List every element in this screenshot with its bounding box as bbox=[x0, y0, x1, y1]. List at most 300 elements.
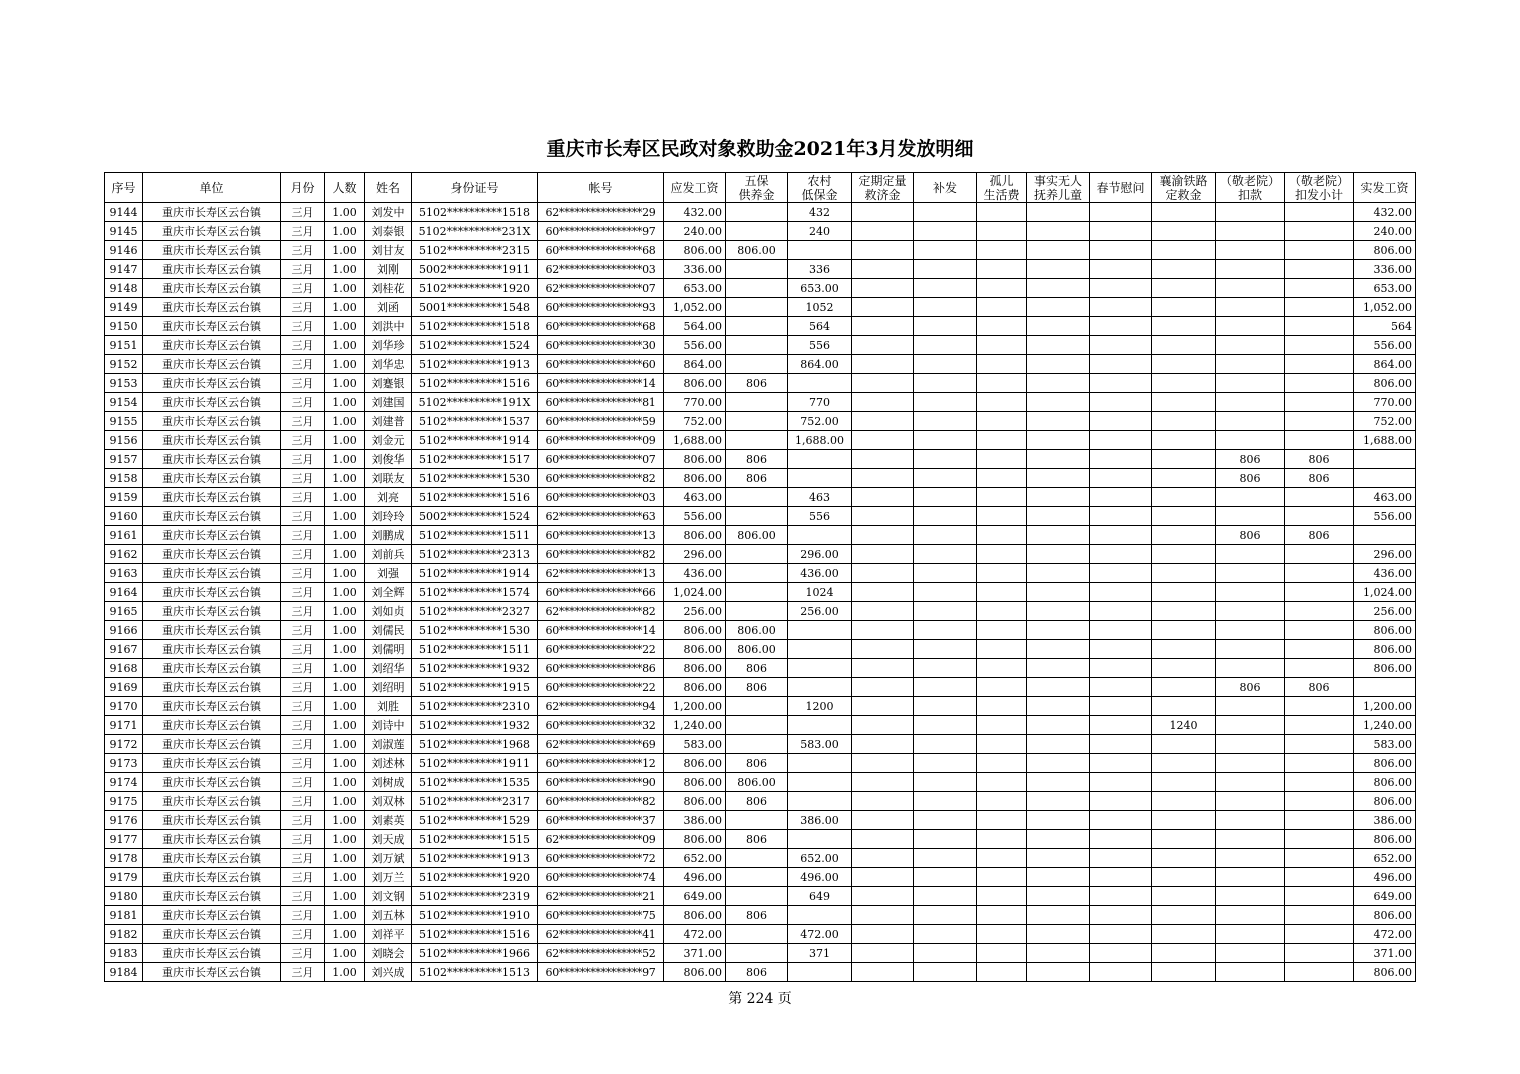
table-cell bbox=[852, 317, 914, 336]
table-row bbox=[105, 260, 1416, 279]
table-cell bbox=[977, 621, 1027, 640]
table-cell: 806.00 bbox=[1354, 640, 1416, 659]
table-cell: 806.00 bbox=[1354, 830, 1416, 849]
table-cell: 刘述林 bbox=[365, 754, 412, 773]
table-cell bbox=[1216, 868, 1285, 887]
table-cell: 三月 bbox=[281, 393, 325, 412]
table-cell bbox=[1152, 564, 1216, 583]
table-cell bbox=[1090, 716, 1152, 735]
table-cell bbox=[1216, 545, 1285, 564]
table-cell: 1.00 bbox=[325, 203, 365, 222]
table-cell bbox=[852, 887, 914, 906]
table-cell: 1,024.00 bbox=[1354, 583, 1416, 602]
table-cell: 1.00 bbox=[325, 944, 365, 963]
table-cell: 重庆市长寿区云台镇 bbox=[143, 374, 281, 393]
table-cell: 5102**********191X bbox=[412, 393, 538, 412]
table-cell bbox=[788, 963, 852, 982]
table-cell: 重庆市长寿区云台镇 bbox=[143, 431, 281, 450]
table-cell: 371.00 bbox=[664, 944, 726, 963]
table-cell: 1.00 bbox=[325, 716, 365, 735]
table-cell bbox=[852, 260, 914, 279]
table-cell: 5102**********1516 bbox=[412, 374, 538, 393]
table-cell bbox=[1027, 412, 1090, 431]
table-cell bbox=[1027, 849, 1090, 868]
table-cell: 5102**********1518 bbox=[412, 317, 538, 336]
table-cell bbox=[1027, 944, 1090, 963]
table-cell bbox=[1216, 374, 1285, 393]
table-cell bbox=[914, 868, 977, 887]
table-cell bbox=[1027, 868, 1090, 887]
table-cell: 5102**********1511 bbox=[412, 526, 538, 545]
table-cell bbox=[914, 583, 977, 602]
table-cell bbox=[1216, 792, 1285, 811]
table-cell: 9170 bbox=[105, 697, 143, 716]
table-row bbox=[105, 450, 1416, 469]
table-cell: 5102**********2317 bbox=[412, 792, 538, 811]
table-cell bbox=[852, 621, 914, 640]
table-cell bbox=[726, 735, 788, 754]
table-cell bbox=[1090, 260, 1152, 279]
table-row bbox=[105, 317, 1416, 336]
table-cell bbox=[1285, 811, 1354, 830]
table-cell bbox=[1152, 887, 1216, 906]
table-cell: 752.00 bbox=[1354, 412, 1416, 431]
table-cell bbox=[914, 602, 977, 621]
table-cell bbox=[1027, 697, 1090, 716]
table-cell bbox=[852, 811, 914, 830]
table-cell bbox=[1216, 830, 1285, 849]
table-cell: 1,688.00 bbox=[788, 431, 852, 450]
table-cell bbox=[788, 716, 852, 735]
table-cell bbox=[726, 583, 788, 602]
table-row bbox=[105, 222, 1416, 241]
table-cell: 371.00 bbox=[1354, 944, 1416, 963]
table-row bbox=[105, 469, 1416, 488]
table-cell bbox=[852, 944, 914, 963]
table-cell: 62****************21 bbox=[538, 887, 664, 906]
table-cell: 5102**********1966 bbox=[412, 944, 538, 963]
table-cell bbox=[852, 773, 914, 792]
table-cell: 重庆市长寿区云台镇 bbox=[143, 241, 281, 260]
table-cell bbox=[788, 773, 852, 792]
table-cell: 583.00 bbox=[664, 735, 726, 754]
table-cell: 60****************72 bbox=[538, 849, 664, 868]
table-cell bbox=[1152, 298, 1216, 317]
table-cell: 刘泰银 bbox=[365, 222, 412, 241]
table-cell bbox=[1090, 678, 1152, 697]
table-cell: 1.00 bbox=[325, 887, 365, 906]
table-cell: 1.00 bbox=[325, 697, 365, 716]
table-cell: 9145 bbox=[105, 222, 143, 241]
table-cell: 1.00 bbox=[325, 241, 365, 260]
table-cell: 5102**********1913 bbox=[412, 355, 538, 374]
table-cell bbox=[852, 697, 914, 716]
table-cell: 刘亮 bbox=[365, 488, 412, 507]
table-cell bbox=[914, 773, 977, 792]
table-cell: 重庆市长寿区云台镇 bbox=[143, 488, 281, 507]
table-cell: 重庆市长寿区云台镇 bbox=[143, 279, 281, 298]
table-cell: 1.00 bbox=[325, 374, 365, 393]
table-cell: 60****************68 bbox=[538, 317, 664, 336]
table-cell: 1.00 bbox=[325, 317, 365, 336]
table-cell: 5102**********1516 bbox=[412, 488, 538, 507]
table-row bbox=[105, 488, 1416, 507]
table-cell bbox=[1027, 393, 1090, 412]
table-cell: 重庆市长寿区云台镇 bbox=[143, 260, 281, 279]
table-row bbox=[105, 564, 1416, 583]
table-cell: 864.00 bbox=[1354, 355, 1416, 374]
table-cell bbox=[1152, 488, 1216, 507]
table-cell: 重庆市长寿区云台镇 bbox=[143, 754, 281, 773]
table-cell bbox=[1285, 203, 1354, 222]
table-cell: 刘天成 bbox=[365, 830, 412, 849]
table-row bbox=[105, 602, 1416, 621]
table-cell bbox=[788, 906, 852, 925]
table-cell bbox=[1027, 317, 1090, 336]
table-cell: 刘俊华 bbox=[365, 450, 412, 469]
table-cell: 9157 bbox=[105, 450, 143, 469]
table-cell bbox=[1027, 925, 1090, 944]
table-cell bbox=[1216, 564, 1285, 583]
table-cell bbox=[1285, 222, 1354, 241]
table-cell: 60****************13 bbox=[538, 526, 664, 545]
table-cell bbox=[1285, 602, 1354, 621]
table-cell: 5102**********1914 bbox=[412, 431, 538, 450]
table-cell: 三月 bbox=[281, 507, 325, 526]
table-cell: 556.00 bbox=[1354, 336, 1416, 355]
table-cell: 刘华珍 bbox=[365, 336, 412, 355]
table-cell bbox=[1285, 773, 1354, 792]
table-cell: 重庆市长寿区云台镇 bbox=[143, 583, 281, 602]
table-cell bbox=[977, 678, 1027, 697]
table-cell: 62****************09 bbox=[538, 830, 664, 849]
table-cell: 刘蹇银 bbox=[365, 374, 412, 393]
table-cell: 重庆市长寿区云台镇 bbox=[143, 393, 281, 412]
table-cell: 重庆市长寿区云台镇 bbox=[143, 507, 281, 526]
table-cell bbox=[1152, 811, 1216, 830]
table-cell bbox=[914, 849, 977, 868]
table-cell: 重庆市长寿区云台镇 bbox=[143, 811, 281, 830]
table-cell: 1.00 bbox=[325, 849, 365, 868]
table-cell bbox=[977, 507, 1027, 526]
table-cell: 9165 bbox=[105, 602, 143, 621]
table-cell: 三月 bbox=[281, 317, 325, 336]
table-cell: 649 bbox=[788, 887, 852, 906]
table-cell: 重庆市长寿区云台镇 bbox=[143, 849, 281, 868]
table-cell bbox=[1285, 583, 1354, 602]
table-cell bbox=[977, 488, 1027, 507]
table-cell: 564 bbox=[1354, 317, 1416, 336]
table-cell: 806 bbox=[726, 374, 788, 393]
table-cell: 重庆市长寿区云台镇 bbox=[143, 944, 281, 963]
column-header: 补发 bbox=[914, 173, 977, 203]
table-cell: 9182 bbox=[105, 925, 143, 944]
table-cell bbox=[914, 659, 977, 678]
table-cell: 60****************82 bbox=[538, 792, 664, 811]
table-cell: 240.00 bbox=[1354, 222, 1416, 241]
table-cell: 806.00 bbox=[664, 963, 726, 982]
table-cell bbox=[852, 279, 914, 298]
table-cell: 三月 bbox=[281, 830, 325, 849]
table-cell bbox=[1027, 735, 1090, 754]
table-cell: 刘建普 bbox=[365, 412, 412, 431]
table-cell: 重庆市长寿区云台镇 bbox=[143, 963, 281, 982]
table-cell bbox=[977, 602, 1027, 621]
table-cell bbox=[914, 526, 977, 545]
table-cell bbox=[1216, 260, 1285, 279]
table-cell: 806.00 bbox=[664, 640, 726, 659]
table-cell: 1.00 bbox=[325, 811, 365, 830]
table-cell: 9169 bbox=[105, 678, 143, 697]
table-cell: 重庆市长寿区云台镇 bbox=[143, 526, 281, 545]
table-cell: 1.00 bbox=[325, 678, 365, 697]
table-row bbox=[105, 355, 1416, 374]
column-header: 五保 供养金 bbox=[726, 173, 788, 203]
table-cell bbox=[977, 393, 1027, 412]
table-row bbox=[105, 830, 1416, 849]
table-cell bbox=[914, 792, 977, 811]
table-cell: 1052 bbox=[788, 298, 852, 317]
table-cell: 9159 bbox=[105, 488, 143, 507]
table-cell bbox=[1090, 735, 1152, 754]
table-row bbox=[105, 659, 1416, 678]
table-cell bbox=[914, 507, 977, 526]
table-cell bbox=[1285, 621, 1354, 640]
table-cell: 806.00 bbox=[1354, 773, 1416, 792]
table-cell: 5102**********1574 bbox=[412, 583, 538, 602]
table-cell: 296.00 bbox=[664, 545, 726, 564]
table-cell bbox=[914, 317, 977, 336]
table-cell: 336.00 bbox=[1354, 260, 1416, 279]
table-cell bbox=[977, 830, 1027, 849]
table-cell: 刘素英 bbox=[365, 811, 412, 830]
table-cell: 806.00 bbox=[664, 754, 726, 773]
table-row bbox=[105, 279, 1416, 298]
table-cell: 1.00 bbox=[325, 659, 365, 678]
table-cell: 436.00 bbox=[1354, 564, 1416, 583]
table-cell bbox=[1152, 203, 1216, 222]
table-cell: 806 bbox=[1216, 678, 1285, 697]
table-cell bbox=[1152, 374, 1216, 393]
table-cell bbox=[1027, 241, 1090, 260]
table-cell bbox=[1285, 279, 1354, 298]
table-cell: 三月 bbox=[281, 678, 325, 697]
table-cell: 刘联友 bbox=[365, 469, 412, 488]
table-cell bbox=[1027, 640, 1090, 659]
table-cell bbox=[1152, 773, 1216, 792]
table-cell bbox=[977, 697, 1027, 716]
table-cell bbox=[1090, 317, 1152, 336]
table-cell: 60****************14 bbox=[538, 374, 664, 393]
table-cell bbox=[852, 526, 914, 545]
table-cell: 三月 bbox=[281, 792, 325, 811]
table-cell bbox=[1152, 431, 1216, 450]
table-cell bbox=[914, 621, 977, 640]
table-cell: 刘全辉 bbox=[365, 583, 412, 602]
table-cell bbox=[1090, 830, 1152, 849]
table-cell bbox=[1152, 241, 1216, 260]
table-cell bbox=[1285, 944, 1354, 963]
table-row bbox=[105, 678, 1416, 697]
table-cell: 1.00 bbox=[325, 564, 365, 583]
table-cell bbox=[1090, 450, 1152, 469]
table-cell: 9181 bbox=[105, 906, 143, 925]
table-cell: 60****************66 bbox=[538, 583, 664, 602]
table-cell bbox=[852, 602, 914, 621]
table-cell: 649.00 bbox=[1354, 887, 1416, 906]
table-cell bbox=[1152, 868, 1216, 887]
table-cell: 770 bbox=[788, 393, 852, 412]
table-cell bbox=[788, 526, 852, 545]
table-cell: 三月 bbox=[281, 621, 325, 640]
table-cell bbox=[1152, 830, 1216, 849]
table-cell: 496.00 bbox=[788, 868, 852, 887]
table-cell bbox=[977, 431, 1027, 450]
table-cell: 1.00 bbox=[325, 355, 365, 374]
table-cell: 重庆市长寿区云台镇 bbox=[143, 450, 281, 469]
table-cell bbox=[726, 203, 788, 222]
table-cell bbox=[1152, 336, 1216, 355]
table-cell: 806.00 bbox=[664, 773, 726, 792]
table-cell bbox=[852, 241, 914, 260]
table-cell bbox=[914, 431, 977, 450]
table-cell: 806.00 bbox=[1354, 754, 1416, 773]
table-cell bbox=[852, 412, 914, 431]
table-cell: 62****************69 bbox=[538, 735, 664, 754]
table-cell: 60****************22 bbox=[538, 678, 664, 697]
table-row bbox=[105, 868, 1416, 887]
table-cell: 5102**********1529 bbox=[412, 811, 538, 830]
table-cell bbox=[1152, 678, 1216, 697]
table-cell bbox=[1216, 906, 1285, 925]
column-header: 月份 bbox=[281, 173, 325, 203]
table-cell: 三月 bbox=[281, 659, 325, 678]
table-cell bbox=[852, 830, 914, 849]
table-cell bbox=[1090, 336, 1152, 355]
table-cell: 556 bbox=[788, 336, 852, 355]
table-cell: 60****************68 bbox=[538, 241, 664, 260]
table-cell: 刘甘友 bbox=[365, 241, 412, 260]
table-cell bbox=[1152, 222, 1216, 241]
table-cell bbox=[852, 678, 914, 697]
column-header: （敬老院） 扣款 bbox=[1216, 173, 1285, 203]
table-row bbox=[105, 735, 1416, 754]
table-cell: 806 bbox=[726, 754, 788, 773]
table-cell: 三月 bbox=[281, 355, 325, 374]
table-cell bbox=[1285, 488, 1354, 507]
table-cell: 806 bbox=[1216, 469, 1285, 488]
table-cell: 60****************86 bbox=[538, 659, 664, 678]
table-cell: 三月 bbox=[281, 260, 325, 279]
column-header: （敬老院） 扣发小计 bbox=[1285, 173, 1354, 203]
table-cell bbox=[1027, 526, 1090, 545]
table-cell bbox=[726, 849, 788, 868]
table-cell: 5102**********1932 bbox=[412, 716, 538, 735]
table-row bbox=[105, 241, 1416, 260]
table-cell bbox=[1216, 222, 1285, 241]
table-cell bbox=[1285, 697, 1354, 716]
table-cell: 1,200.00 bbox=[1354, 697, 1416, 716]
table-cell bbox=[852, 906, 914, 925]
table-cell bbox=[1090, 241, 1152, 260]
table-cell: 9180 bbox=[105, 887, 143, 906]
table-cell: 386.00 bbox=[788, 811, 852, 830]
table-cell bbox=[788, 640, 852, 659]
table-cell: 刘晓会 bbox=[365, 944, 412, 963]
table-cell: 806.00 bbox=[664, 241, 726, 260]
table-cell: 9162 bbox=[105, 545, 143, 564]
table-cell: 60****************74 bbox=[538, 868, 664, 887]
table-row bbox=[105, 583, 1416, 602]
table-cell: 9160 bbox=[105, 507, 143, 526]
table-cell bbox=[914, 336, 977, 355]
table-cell bbox=[788, 830, 852, 849]
table-cell bbox=[1090, 697, 1152, 716]
table-cell: 三月 bbox=[281, 545, 325, 564]
table-cell: 5102**********1517 bbox=[412, 450, 538, 469]
table-cell bbox=[852, 203, 914, 222]
table-cell bbox=[1285, 355, 1354, 374]
table-cell: 60****************30 bbox=[538, 336, 664, 355]
table-cell bbox=[1216, 754, 1285, 773]
table-cell: 1.00 bbox=[325, 393, 365, 412]
table-cell bbox=[1027, 773, 1090, 792]
table-cell: 806 bbox=[726, 963, 788, 982]
table-cell: 刘华忠 bbox=[365, 355, 412, 374]
table-cell bbox=[788, 450, 852, 469]
table-cell: 重庆市长寿区云台镇 bbox=[143, 697, 281, 716]
table-cell: 三月 bbox=[281, 773, 325, 792]
table-cell: 重庆市长寿区云台镇 bbox=[143, 925, 281, 944]
table-cell bbox=[1027, 564, 1090, 583]
table-cell: 1.00 bbox=[325, 298, 365, 317]
table-cell: 806 bbox=[1285, 678, 1354, 697]
table-cell: 5102**********1524 bbox=[412, 336, 538, 355]
table-cell: 5102**********1513 bbox=[412, 963, 538, 982]
table-cell: 5102**********2319 bbox=[412, 887, 538, 906]
table-cell bbox=[1152, 545, 1216, 564]
table-cell: 刘双林 bbox=[365, 792, 412, 811]
table-cell bbox=[1090, 298, 1152, 317]
table-cell bbox=[1285, 887, 1354, 906]
table-cell: 62****************13 bbox=[538, 564, 664, 583]
table-cell: 1.00 bbox=[325, 754, 365, 773]
table-cell bbox=[1090, 621, 1152, 640]
table-cell bbox=[1216, 849, 1285, 868]
table-cell: 472.00 bbox=[664, 925, 726, 944]
table-cell: 60****************60 bbox=[538, 355, 664, 374]
table-cell bbox=[977, 944, 1027, 963]
table-cell: 806.00 bbox=[664, 792, 726, 811]
table-cell bbox=[1152, 697, 1216, 716]
column-header: 春节慰问 bbox=[1090, 173, 1152, 203]
table-cell: 三月 bbox=[281, 412, 325, 431]
table-cell: 60****************82 bbox=[538, 469, 664, 488]
table-cell: 653.00 bbox=[1354, 279, 1416, 298]
table-cell bbox=[1090, 944, 1152, 963]
table-cell bbox=[977, 317, 1027, 336]
table-cell: 472.00 bbox=[1354, 925, 1416, 944]
table-cell: 刘建国 bbox=[365, 393, 412, 412]
column-header: 事实无人 抚养儿童 bbox=[1027, 173, 1090, 203]
table-cell bbox=[1216, 735, 1285, 754]
table-cell: 564 bbox=[788, 317, 852, 336]
table-cell: 1.00 bbox=[325, 469, 365, 488]
table-cell bbox=[726, 488, 788, 507]
table-cell: 60****************59 bbox=[538, 412, 664, 431]
table-cell: 9151 bbox=[105, 336, 143, 355]
table-cell bbox=[726, 564, 788, 583]
